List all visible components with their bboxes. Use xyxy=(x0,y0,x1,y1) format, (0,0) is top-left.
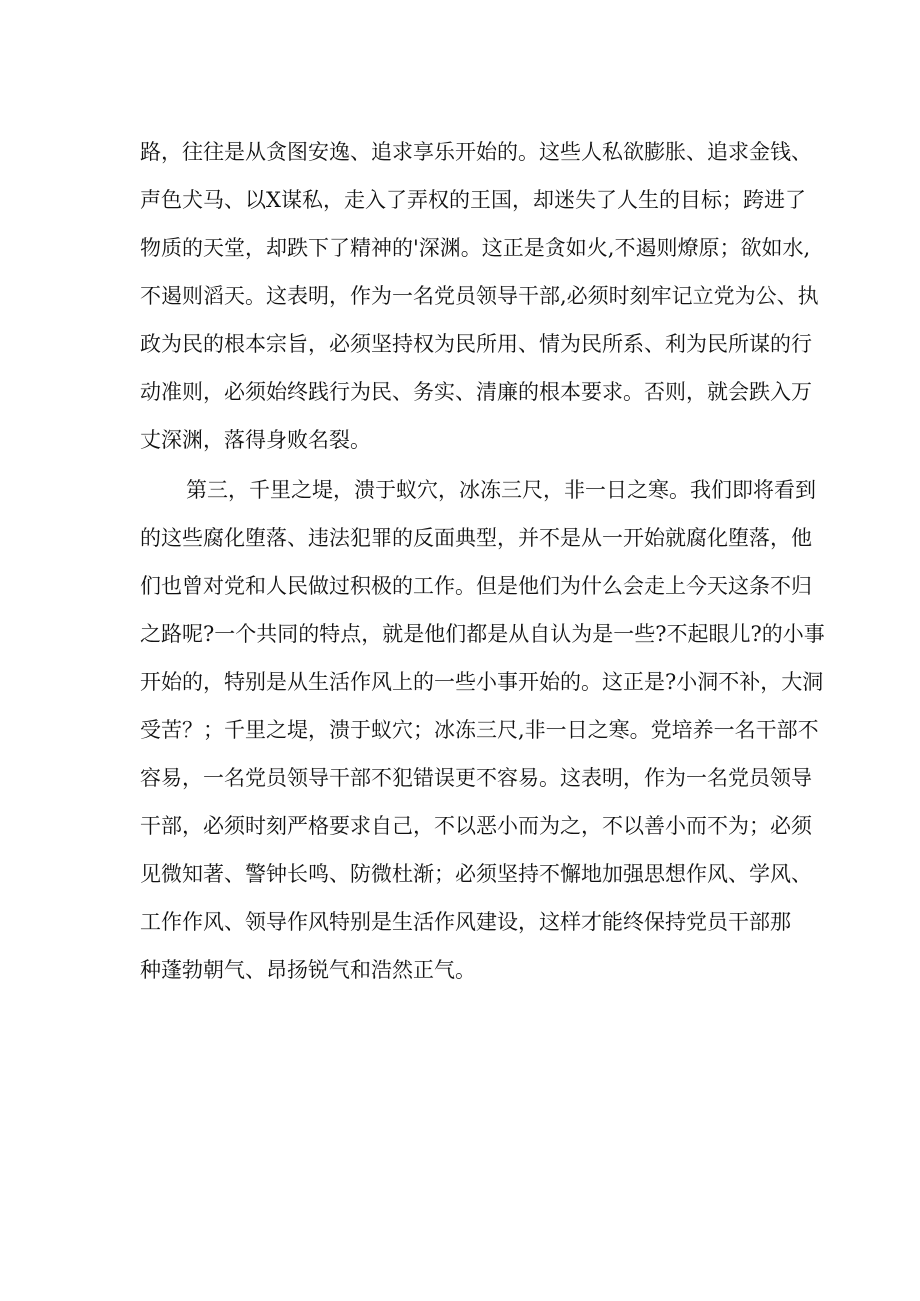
paragraph-2-line-6: 受苦？；千里之堤，溃于蚁穴；冰冻三尺,非一日之寒。党培养一名干部不 xyxy=(140,718,819,742)
paragraph-1-line-6: 动准则，必须始终践行为民、务实、清廉的根本要求。否则，就会跌入万 xyxy=(140,380,812,404)
paragraph-2-line-7: 容易，一名党员领导干部不犯错误更不容易。这表明，作为一名党员领导 xyxy=(140,766,812,790)
paragraph-2-line-8: 干部，必须时刻严格要求自己，不以恶小而为之，不以善小而不为；必须 xyxy=(140,814,812,838)
paragraph-2-line-2: 的这些腐化堕落、违法犯罪的反面典型，并不是从一开始就腐化堕落，他 xyxy=(140,526,812,550)
paragraph-2-line-11: 种蓬勃朝气、昂扬锐气和浩然正气。 xyxy=(140,958,476,982)
paragraph-1-line-4: 不遏则滔天。这表明，作为一名党员领导干部,必须时刻牢记立党为公、执 xyxy=(140,284,819,308)
paragraph-2-line-5: 开始的，特别是从生活作风上的一些小事开始的。这正是?小洞不补，大洞 xyxy=(140,670,824,694)
paragraph-1-line-2: 声色犬马、以X谋私，走入了弄权的王国，却迷失了人生的目标；跨进了 xyxy=(140,188,806,212)
paragraph-2-line-4: 之路呢?一个共同的特点，就是他们都是从自认为是一些?不起眼儿?的小事 xyxy=(140,622,825,646)
paragraph-1-line-5: 政为民的根本宗旨，必须坚持权为民所用、情为民所系、利为民所谋的行 xyxy=(140,332,812,356)
paragraph-1-line-3: 物质的天堂，却跌下了精神的'深渊。这正是贪如火,不遏则燎原；欲如水, xyxy=(140,236,811,260)
paragraph-2-line-1: 第三，千里之堤，溃于蚁穴，冰冻三尺，非一日之寒。我们即将看到 xyxy=(186,478,816,502)
paragraph-2-line-9: 见微知著、警钟长鸣、防微杜渐；必须坚持不懈地加强思想作风、学风、 xyxy=(140,862,812,886)
paragraph-1-line-7: 丈深渊，落得身败名裂。 xyxy=(140,428,371,452)
paragraph-2-line-3: 们也曾对党和人民做过积极的工作。但是他们为什么会走上今天这条不归 xyxy=(140,574,812,598)
paragraph-1-line-1: 路，往往是从贪图安逸、追求享乐开始的。这些人私欲膨胀、追求金钱、 xyxy=(140,140,812,164)
paragraph-2-line-10: 工作作风、领导作风特别是生活作风建设，这样才能终保持党员干部那 xyxy=(140,910,791,934)
